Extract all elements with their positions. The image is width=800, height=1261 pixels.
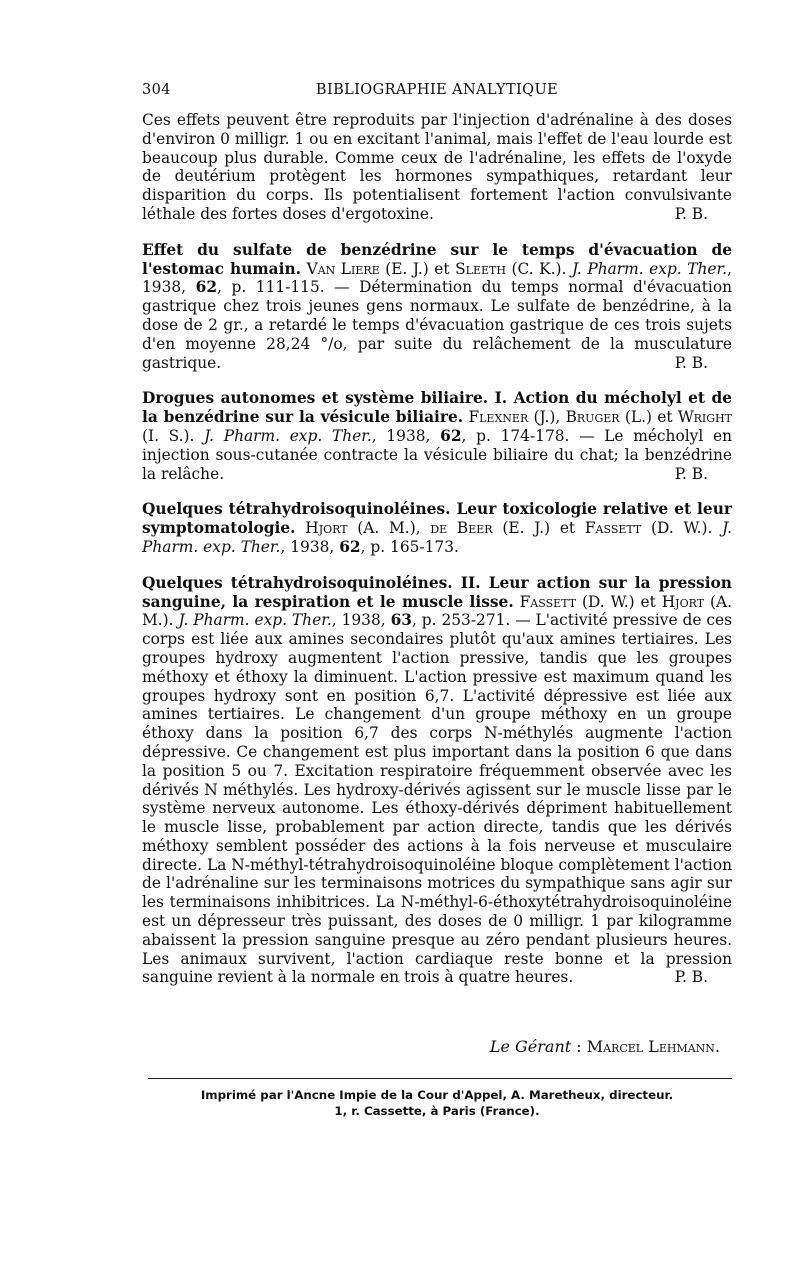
- author: Hjort: [661, 592, 705, 611]
- author: Bruger: [565, 408, 620, 427]
- journal: J. Pharm. exp. Ther.: [571, 259, 728, 278]
- entry-headline: Quelques tétrahydroisoquinoléines. Leur toxicologie relative et leur symptomatologie.: [142, 500, 732, 538]
- volume: 63: [390, 611, 412, 630]
- author-initials: (D. W.) et: [576, 592, 662, 611]
- running-head: [142, 82, 732, 106]
- year: , 1938,: [142, 259, 732, 297]
- imprint: [142, 1087, 732, 1119]
- signature: P. B.: [674, 968, 708, 987]
- entry-drogues-autonomes: [142, 389, 732, 483]
- entry-continuation: [142, 111, 732, 224]
- imprint-line-2: 1, r. Cassette, à Paris (France).: [334, 1104, 540, 1119]
- year: , 1938,: [331, 611, 391, 630]
- signature: P. B.: [674, 464, 708, 483]
- author-initials: (A. M.),: [347, 519, 431, 538]
- entry-tetrahydro-pression: [142, 574, 732, 988]
- imprint-line-1: Imprimé par l'Ancne Impie de la Cour d'Appel, A. Maretheux, directeur.: [200, 1088, 674, 1103]
- author: Sleeth: [455, 259, 506, 278]
- author-initials: (L.) et: [619, 408, 678, 427]
- author: Van Liere: [306, 259, 380, 278]
- pages: , p. 165-173.: [360, 537, 459, 556]
- author: Hjort: [305, 519, 348, 538]
- signature: P. B.: [674, 204, 708, 223]
- author-initials: (D. W.).: [641, 519, 723, 538]
- page-number: 304: [142, 82, 171, 98]
- entry-text: L'activité pressive de ces corps est liée aux amines secondaires plutôt qu'aux amines tertiaires. Les groupes hydroxy augmentent l'action pressive, tandis que les groupes méthoxy et éthoxy la diminuent. L'action pressive est maximum quand les groupes hydroxy sont en position 6,7. L'activité dépressive est liée aux amines tertiaires. Le changement d'un groupe méthoxy en un groupe éthoxy dans la position 6,7 des corps N-méthylés augmente l'action dépressive. Ce changement est plus important dans la position 6 que dans la position 5 ou 7. Excitation respiratoire fréquemment observée avec les dérivés N méthylés. Les hydroxy-dérivés agissent sur le muscle lisse par le système nerveux autonome. Les éthoxy-dérivés dépriment habituellement le muscle lisse, probablement par action directe, tandis que les dérivés méthoxy semblent posséder des actions à la fois nerveuse et musculaire directe. La N-méthyl-tétrahydroisoquinoléine bloque complètement l'action de l'adrénaline sur les terminaisons motrices du sympathique sans agir sur les terminaisons inhibitrices. La N-méthyl-6-éthoxytétrahydroisoquinoléine est un dépresseur très puissant, des doses de 0 milligr. 1 par kilogramme abaissent la pression sanguine presque au zéro pendant plusieurs heures. Les animaux survivent, l'action cardiaque reste bonne et la pression sanguine revient à la normale en trois à quatre heures.: [142, 611, 732, 987]
- entry-headline: Effet du sulfate de benzédrine sur le temps d'évacuation de l'estomac humain.: [142, 240, 732, 278]
- journal: J. Pharm. exp. Ther.: [178, 611, 332, 630]
- author: de Beer: [430, 519, 493, 538]
- author-initials: (J.),: [528, 408, 566, 427]
- pages: , p. 111-115. —: [217, 278, 360, 297]
- author-initials: (E. J.) et: [492, 519, 585, 538]
- author-initials: (A. M.).: [142, 592, 732, 630]
- entry-benzedrine-estomac: [142, 241, 732, 373]
- entry-text: Ces effets peuvent être reproduits par l'injection d'adrénaline à des doses d'environ 0 milligr. 1 ou en excitant l'animal, mais l'effet de l'eau lourde est beaucoup plus durable. Comme ceux de l'adrénaline, les effets de l'oxyde de deutérium protègent les hormones sympathiques, retardant leur disparition du corps. Ils potentialisent fortement l'action convulsivante léthale des fortes doses d'ergotoxine.: [142, 111, 732, 223]
- journal: J. Pharm. exp. Ther.: [142, 519, 732, 556]
- author: Wright: [677, 408, 732, 427]
- entry-tetrahydro-toxicologie: [142, 500, 732, 556]
- gerant-line: [142, 1037, 732, 1056]
- signature: P. B.: [674, 353, 708, 372]
- volume: 62: [440, 426, 462, 445]
- pages: , p. 253-271. —: [411, 611, 536, 630]
- entry-headline: Drogues autonomes et système biliaire. I. Action du mécholyl et de la benzédrine sur la vésicule biliaire.: [142, 389, 732, 427]
- author-initials: (C. K.).: [505, 259, 572, 278]
- entry-text: Le mécholyl en injection sous-cutanée contracte la vésicule biliaire du chat; la benzédrine la relâche.: [142, 426, 732, 483]
- pages: , p. 174-178. —: [461, 426, 605, 445]
- author-initials: (I. S.).: [142, 426, 205, 445]
- year: , 1938,: [371, 426, 441, 445]
- gerant-name: Marcel Lehmann.: [586, 1037, 720, 1057]
- author: Fassett: [584, 519, 642, 538]
- gerant-label: Le Gérant: [489, 1037, 572, 1057]
- page: [142, 82, 732, 1119]
- entry-headline: Quelques tétrahydroisoquinoléines. II. Leur action sur la pression sanguine, la respiration et le muscle lisse.: [142, 573, 732, 611]
- year: , 1938,: [280, 537, 340, 556]
- footer-rule: [148, 1078, 732, 1079]
- entry-text: Détermination du temps normal d'évacuation gastrique chez trois jeunes gens normaux. Le sulfate de benzédrine, à la dose de 2 gr., a retardé le temps d'évacuation gastrique de ces trois sujets d'en moyenne 28,24 °/o, par suite du relâchement de la musculature gastrique.: [142, 278, 732, 372]
- running-head-title: BIBLIOGRAPHIE ANALYTIQUE: [315, 82, 559, 98]
- volume: 62: [339, 537, 361, 556]
- author-initials: (E. J.) et: [379, 259, 456, 278]
- author: Fassett: [519, 592, 577, 611]
- author: Flexner: [468, 408, 529, 427]
- volume: 62: [195, 278, 218, 297]
- gerant-separator: :: [571, 1037, 587, 1057]
- journal: J. Pharm. exp. Ther.: [204, 426, 372, 445]
